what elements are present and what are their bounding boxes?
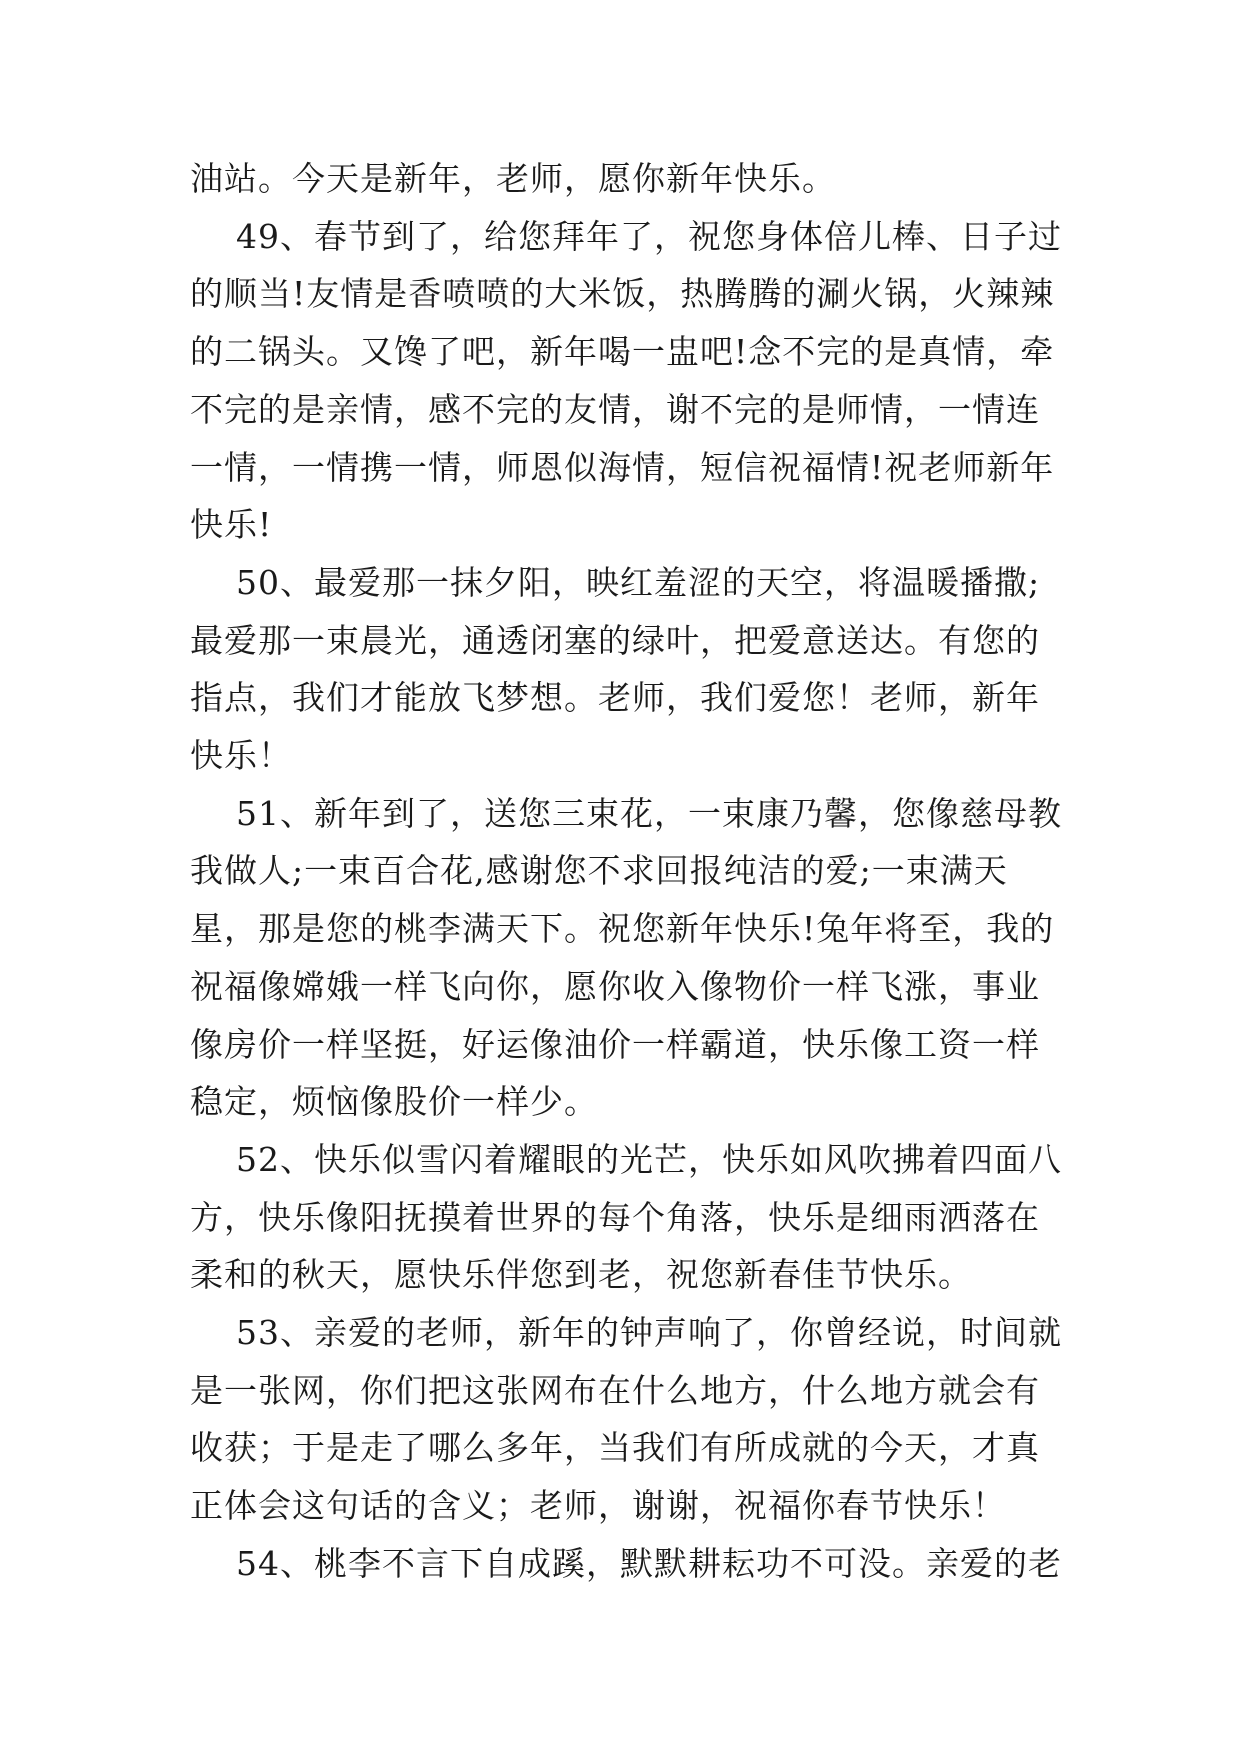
paragraph-50: 50、最爱那一抹夕阳，映红羞涩的天空，将温暖播撒;最爱那一束晨光，通透闭塞的绿叶，把爱意送达。有您的指点，我们才能放飞梦想。老师，我们爱您！老师，新年快乐！: [190, 562, 1041, 776]
paragraph-49: 49、春节到了，给您拜年了，祝您身体倍儿棒、日子过的顺当!友情是香喷喷的大米饭，热腾腾的涮火锅，火辣辣的二锅头。又馋了吧，新年喝一盅吧!念不完的是真情，牵不完的是亲情，感不完的友情，谢不完的是师情，一情连一情，一情携一情，师恩似海情，短信祝福情!祝老师新年快乐!: [190, 216, 1062, 545]
paragraph-52: 52、快乐似雪闪着耀眼的光芒，快乐如风吹拂着四面八方，快乐像阳抚摸着世界的每个角落，快乐是细雨洒落在柔和的秋天，愿快乐伴您到老，祝您新春佳节快乐。: [190, 1139, 1062, 1295]
paragraph-53: 53、亲爱的老师，新年的钟声响了，你曾经说，时间就是一张网，你们把这张网布在什么地方，什么地方就会有收获；于是走了哪么多年，当我们有所成就的今天，才真正体会这句话的含义；老师，谢谢，祝福你春节快乐！: [190, 1313, 1062, 1526]
paragraph-continuation: 油站。今天是新年，老师，愿你新年快乐。: [190, 159, 836, 198]
paragraph-54: 54、桃李不言下自成蹊，默默耕耘功不可没。亲爱的老: [190, 1543, 1062, 1583]
document-body: [190, 150, 1062, 1593]
paragraph-51: 51、新年到了，送您三束花，一束康乃馨，您像慈母教我做人;一束百合花,感谢您不求回报纯洁的爱;一束满天星，那是您的桃李满天下。祝您新年快乐!兔年将至，我的祝福像嫦娥一样飞向你，愿你收入像物价一样飞涨，事业像房价一样坚挺，好运像油价一样霸道，快乐像工资一样稳定，烦恼像股价一样少。: [190, 793, 1062, 1122]
